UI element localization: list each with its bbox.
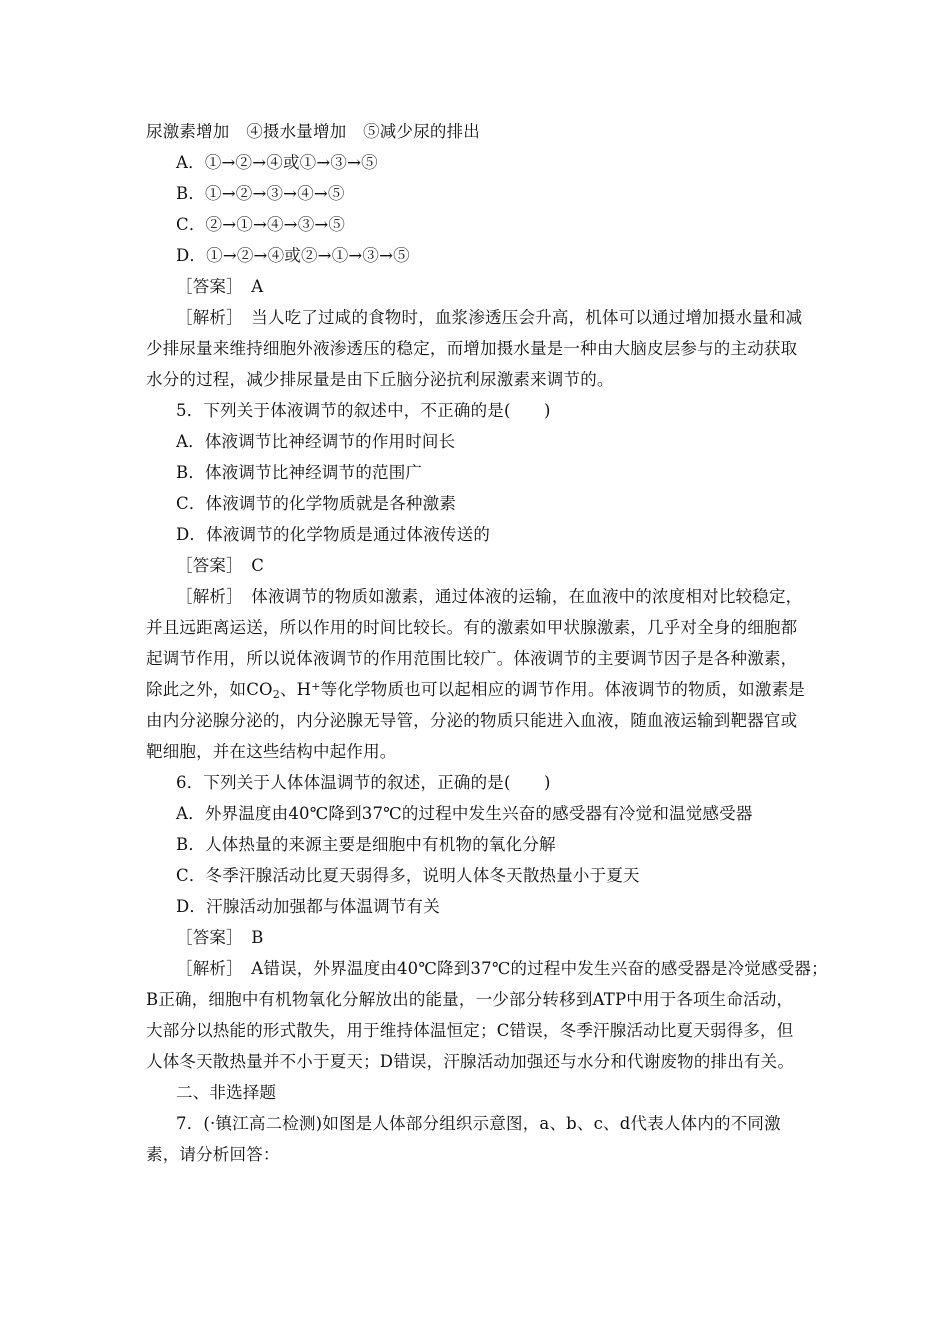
analysis-line: 并且远距离运送，所以作用的时间比较长。有的激素如甲状腺激素，几乎对全身的细胞都 xyxy=(146,618,798,637)
option-c: C．②→①→④→③→⑤ xyxy=(176,215,346,234)
subscript: 2 xyxy=(272,688,280,701)
option-c: C．体液调节的化学物质就是各种激素 xyxy=(176,494,457,513)
option-b: B．①→②→③→④→⑤ xyxy=(176,184,345,203)
section-heading: 二、非选择题 xyxy=(176,1083,277,1102)
option-d: D．①→②→④或②→①→③→⑤ xyxy=(176,246,410,265)
option-b: B．体液调节比神经调节的范围广 xyxy=(176,463,423,482)
question-5: 5．下列关于体液调节的叙述中，不正确的是( ) xyxy=(176,401,551,420)
answer: ［答案］ A xyxy=(176,277,264,296)
analysis-line: 由内分泌腺分泌的，内分泌腺无导管，分泌的物质只能进入血液，随血液运输到靶器官或 xyxy=(146,711,798,730)
option-d: D．体液调节的化学物质是通过体液传送的 xyxy=(176,525,491,544)
option-b: B．人体热量的来源主要是细胞中有机物的氧化分解 xyxy=(176,835,556,854)
analysis-line: ［解析］ 当人吃了过咸的食物时，血浆渗透压会升高，机体可以通过增加摄水量和减 xyxy=(176,308,803,327)
option-d: D．汗腺活动加强都与体温调节有关 xyxy=(176,897,440,916)
option-a: A．外界温度由40℃降到37℃的过程中发生兴奋的感受器有冷觉和温觉感受器 xyxy=(176,804,753,823)
answer: ［答案］ B xyxy=(176,928,264,947)
analysis-line: 靶细胞，并在这些结构中起作用。 xyxy=(146,742,397,761)
option-c: C．冬季汗腺活动比夏天弱得多，说明人体冬天散热量小于夏天 xyxy=(176,866,640,885)
text-fragment: 除此之外，如CO xyxy=(146,680,273,699)
analysis-line: B正确，细胞中有机物氧化分解放出的能量，一少部分转移到ATP中用于各项生命活动， xyxy=(146,990,794,1009)
analysis-line: 起调节作用，所以说体液调节的作用范围比较广。体液调节的主要调节因子是各种激素， xyxy=(146,649,798,668)
text-fragment: 、H xyxy=(279,680,312,699)
option-a: A．①→②→④或①→③→⑤ xyxy=(176,153,378,172)
text-line: 尿激素增加 ④摄水量增加 ⑤减少尿的排出 xyxy=(146,122,480,141)
analysis-line: ［解析］ 体液调节的物质如激素，通过体液的运输，在血液中的浓度相对比较稳定， xyxy=(176,587,803,606)
analysis-line: 水分的过程，减少排尿量是由下丘脑分泌抗利尿激素来调节的。 xyxy=(146,370,614,389)
option-a: A．体液调节比神经调节的作用时间长 xyxy=(176,432,456,451)
text-fragment: 等化学物质也可以起相应的调节作用。体液调节的物质，如激素是 xyxy=(320,680,805,699)
question-7-continued: 素，请分析回答： xyxy=(146,1145,280,1164)
analysis-line: 人体冬天散热量并不小于夏天；D错误，汗腺活动加强还与水分和代谢废物的排出有关。 xyxy=(146,1052,795,1071)
analysis-line: ［解析］ A错误，外界温度由40℃降到37℃的过程中发生兴奋的感受器是冷觉感受器； xyxy=(176,959,828,978)
answer: ［答案］ C xyxy=(176,556,265,575)
superscript: + xyxy=(311,680,321,693)
analysis-line: 少排尿量来维持细胞外液渗透压的稳定，而增加摄水量是一种由大脑皮层参与的主动获取 xyxy=(146,339,798,358)
analysis-line-formula xyxy=(146,679,805,701)
analysis-line: 大部分以热能的形式散失，用于维持体温恒定；C错误，冬季汗腺活动比夏天弱得多，但 xyxy=(146,1021,794,1040)
question-6: 6．下列关于人体体温调节的叙述，正确的是( ) xyxy=(176,773,551,792)
question-7: 7．(·镇江高二检测)如图是人体部分组织示意图，a、b、c、d代表人体内的不同激 xyxy=(176,1114,781,1133)
